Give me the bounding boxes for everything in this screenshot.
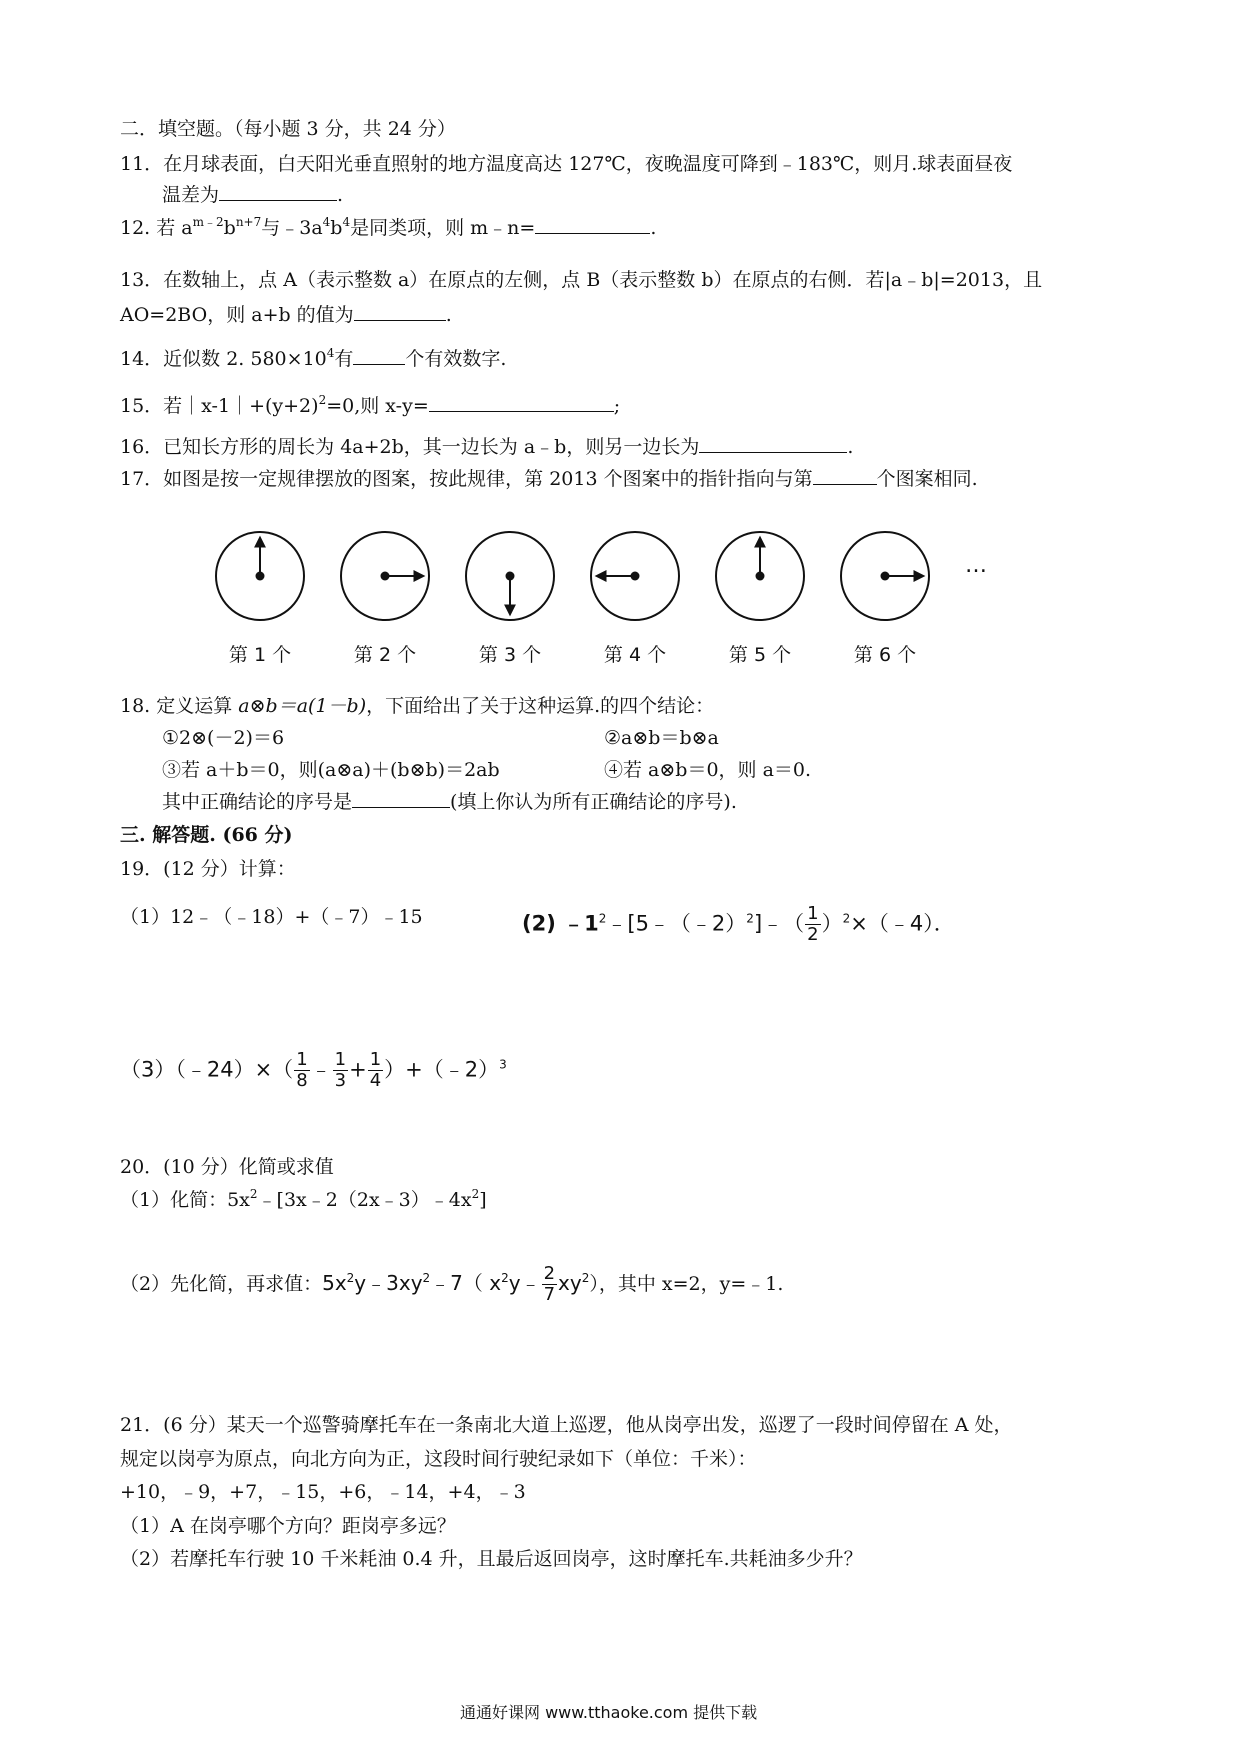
dial-5-center-dot <box>756 572 765 581</box>
dial-1-label: 第 1 个 <box>228 644 292 666</box>
q14-sup: 4 <box>326 346 335 360</box>
q20-p2-e6: ），其中 x=2，y=﹣1. <box>589 1273 784 1295</box>
q12-sup1: m﹣2 <box>192 215 224 229</box>
q20-p2-pre: （2）先化简，再求值： <box>120 1273 323 1295</box>
question-21-part-2: （2）若摩托车行驶 10 千米耗油 0.4 升，且最后返回岗亭，这时摩托车.共耗油多少升？ <box>120 1548 863 1570</box>
question-19-title: 19．(12 分）计算： <box>120 858 296 880</box>
dial-6-label: 第 6 个 <box>853 644 917 666</box>
q20-p2-e1: 5x <box>322 1271 347 1295</box>
q20-p2-s4: 2 <box>581 1271 590 1285</box>
question-13-line-1: 13．在数轴上，点 A（表示整数 a）在原点的左侧，点 B（表示整数 b）在原点的右侧．若|a﹣b|=2013，且 <box>120 269 1043 291</box>
question-13-line-2 <box>120 302 452 328</box>
q19-p3-den-1: 8 <box>296 1070 308 1091</box>
q15-end: ; <box>613 395 621 417</box>
q19-p2-pre: (2) ﹣1 <box>522 911 599 936</box>
q19-p2-mid1: ﹣[5﹣（﹣2） <box>606 911 747 936</box>
q12-end: . <box>650 217 657 239</box>
q20-p2-fraction <box>542 1264 557 1305</box>
q19-p3-mid: ）+（﹣2） <box>384 1057 500 1082</box>
q12-mid1: b <box>223 217 236 239</box>
question-11-line-1: 11．在月球表面，白天阳光垂直照射的地方温度高达 127℃，夜晚温度可降到﹣183℃，则月.球表面昼夜 <box>120 153 1013 175</box>
q17-post: 个图案相同. <box>876 468 978 490</box>
q19-p2-fraction <box>805 904 820 945</box>
q19-p3-den-2: 3 <box>334 1070 347 1091</box>
q19-p3-num-1: 1 <box>296 1049 308 1070</box>
q19-p3-sup: 3 <box>499 1057 507 1072</box>
dial-2-label: 第 2 个 <box>353 644 417 666</box>
q12-mid2: 与﹣3a <box>261 217 323 239</box>
answer-blank-18[interactable] <box>352 789 450 808</box>
answer-blank-12[interactable] <box>535 215 650 234</box>
q19-p2-sup2: 2 <box>746 911 754 926</box>
answer-blank-15[interactable] <box>429 393 614 412</box>
q20-p1-sup2: 2 <box>471 1187 480 1201</box>
q20-p2-numerator: 2 <box>543 1263 556 1284</box>
question-11-text: 温差为 <box>162 184 220 206</box>
q19-p3-op-2: + <box>349 1057 367 1082</box>
question-21-line-2: 规定以岗亭为原点，向北方向为正，这段时间行驶纪录如下（单位：千米）： <box>120 1448 757 1470</box>
question-21-part-1: （1）A 在岗亭哪个方向？距岗亭多远？ <box>120 1515 456 1537</box>
q12-sup3: 4 <box>322 215 331 229</box>
q19-p2-numerator: 1 <box>807 903 819 924</box>
q19-p3-fraction-1 <box>294 1050 309 1091</box>
dial-1-center-dot <box>256 572 265 581</box>
question-12 <box>120 215 656 241</box>
q20-p2-e5: xy <box>558 1271 582 1295</box>
q19-part-2 <box>522 904 955 945</box>
q20-p2-e3: ﹣7（ x <box>430 1271 502 1295</box>
q20-p2-e4: y﹣ <box>508 1271 541 1295</box>
q19-p3-den-3: 4 <box>369 1070 382 1091</box>
q19-p3-pre: （3）（﹣24）×（ <box>120 1057 294 1082</box>
q19-p3-num-2: 1 <box>334 1049 347 1070</box>
q16-end: . <box>847 436 854 458</box>
conclusion-4: ④若 a⊗b＝0，则 a＝0. <box>604 759 812 781</box>
q12-pre: 12. 若 a <box>120 217 193 239</box>
q14-mid: 有 <box>334 348 354 370</box>
dial-3-label: 第 3 个 <box>478 644 542 666</box>
answer-blank-13[interactable] <box>354 302 446 321</box>
q20-part-2 <box>120 1264 783 1305</box>
q20-p2-denominator: 7 <box>543 1284 556 1305</box>
pointer-dials-figure <box>200 520 1020 670</box>
q19-p3-fraction-3 <box>368 1050 383 1091</box>
dial-4-center-dot <box>631 572 640 581</box>
q14-pre: 14．近似数 2. 580×10 <box>120 348 327 370</box>
question-15 <box>120 393 620 419</box>
q14-post: 个有效数字. <box>405 348 507 370</box>
q20-part-1 <box>120 1187 487 1213</box>
question-14 <box>120 346 506 372</box>
q12-post: 是同类项，则 m﹣n= <box>350 217 536 239</box>
q19-p3-num-3: 1 <box>369 1049 382 1070</box>
q18-pre: 18. 定义运算 <box>120 695 239 717</box>
q12-mid3: b <box>330 217 343 239</box>
question-11-end: . <box>337 184 344 206</box>
q18-post: ，下面给出了关于这种运算.的四个结论： <box>366 695 715 717</box>
question-11-line-2 <box>162 182 343 208</box>
q18-ask-pre: 其中正确结论的序号是 <box>162 791 353 813</box>
q19-p2-mid3: ） <box>821 911 843 936</box>
dial-5-label: 第 5 个 <box>728 644 792 666</box>
q20-p2-s1: 2 <box>346 1271 355 1285</box>
section-2-title: 二．填空题。（每小题 3 分，共 24 分） <box>120 118 456 140</box>
q20-p2-s3: 2 <box>501 1271 509 1285</box>
question-21-line-1: 21．(6 分）某天一个巡警骑摩托车在一条南北大道上巡逻，他从岗亭出发，巡逻了一段时间停留在 A 处， <box>120 1414 1013 1436</box>
q19-p2-mid2: ]﹣（ <box>753 911 805 936</box>
q20-p2-e2: y﹣3xy <box>354 1271 423 1295</box>
answer-blank-11[interactable] <box>219 182 337 201</box>
q19-p2-end: ×（﹣4）． <box>850 911 955 936</box>
q19-part-1: （1）12﹣（﹣18）+（﹣7）﹣15 <box>120 906 423 928</box>
question-20-title: 20．(10 分）化简或求值 <box>120 1156 334 1178</box>
answer-blank-16[interactable] <box>699 434 847 453</box>
question-16 <box>120 434 853 460</box>
question-18-ask <box>162 789 737 815</box>
q19-p3-op-1: ﹣ <box>310 1057 332 1082</box>
q15-mid: =0,则 x-y= <box>326 395 429 417</box>
q20-p2-s2: 2 <box>422 1271 431 1285</box>
dials-ellipsis: … <box>965 553 987 578</box>
q20-p1-pre: （1）化简：5x <box>120 1189 250 1211</box>
answer-blank-17[interactable] <box>813 466 877 485</box>
question-17 <box>120 466 978 492</box>
dial-6-center-dot <box>881 572 890 581</box>
q15-sup: 2 <box>318 393 327 407</box>
question-21-records: +10，﹣9，+7，﹣15，+6，﹣14，+4，﹣3 <box>120 1481 526 1503</box>
conclusion-3: ③若 a＋b＝0，则(a⊗a)＋(b⊗b)＝2ab <box>162 759 500 781</box>
q12-sup2: n+7 <box>235 215 262 229</box>
q19-p2-sup1: 2 <box>598 911 607 926</box>
q15-pre: 15．若｜x-1｜+(y+2) <box>120 395 319 417</box>
q19-part-3 <box>120 1050 507 1091</box>
question-18 <box>120 693 714 719</box>
q13-end: . <box>445 304 452 326</box>
footer-source: 通通好课网 www.tthaoke.com 提供下载 <box>460 1703 758 1722</box>
answer-blank-14[interactable] <box>353 346 405 365</box>
q19-p2-sup3: 2 <box>842 911 851 926</box>
q18-ask-post: (填上你认为所有正确结论的序号). <box>450 791 737 813</box>
dial-2-center-dot <box>381 572 390 581</box>
q20-p1-mid: ﹣[3x﹣2（2x﹣3）﹣4x <box>257 1189 472 1211</box>
q20-p1-sup1: 2 <box>249 1187 258 1201</box>
q13-text: AO=2BO，则 a+b 的值为 <box>120 304 354 326</box>
q19-p3-fraction-2 <box>333 1050 348 1091</box>
conclusion-1: ①2⊗(－2)＝6 <box>162 727 285 749</box>
q18-definition: a⊗b＝a(1－b) <box>238 695 367 717</box>
section-3-title: 三. 解答题. (66 分) <box>120 824 293 846</box>
q20-p1-end: ] <box>479 1189 487 1211</box>
q16-text: 16．已知长方形的周长为 4a+2b，其一边长为 a﹣b，则另一边长为 <box>120 436 700 458</box>
q17-pre: 17．如图是按一定规律摆放的图案，按此规律，第 2013 个图案中的指针指向与第 <box>120 468 813 490</box>
conclusion-2: ②a⊗b＝b⊗a <box>604 727 719 749</box>
dial-3-center-dot <box>506 572 515 581</box>
dial-4-label: 第 4 个 <box>603 644 667 666</box>
q19-p2-denominator: 2 <box>807 924 819 945</box>
q12-sup4: 4 <box>342 215 351 229</box>
